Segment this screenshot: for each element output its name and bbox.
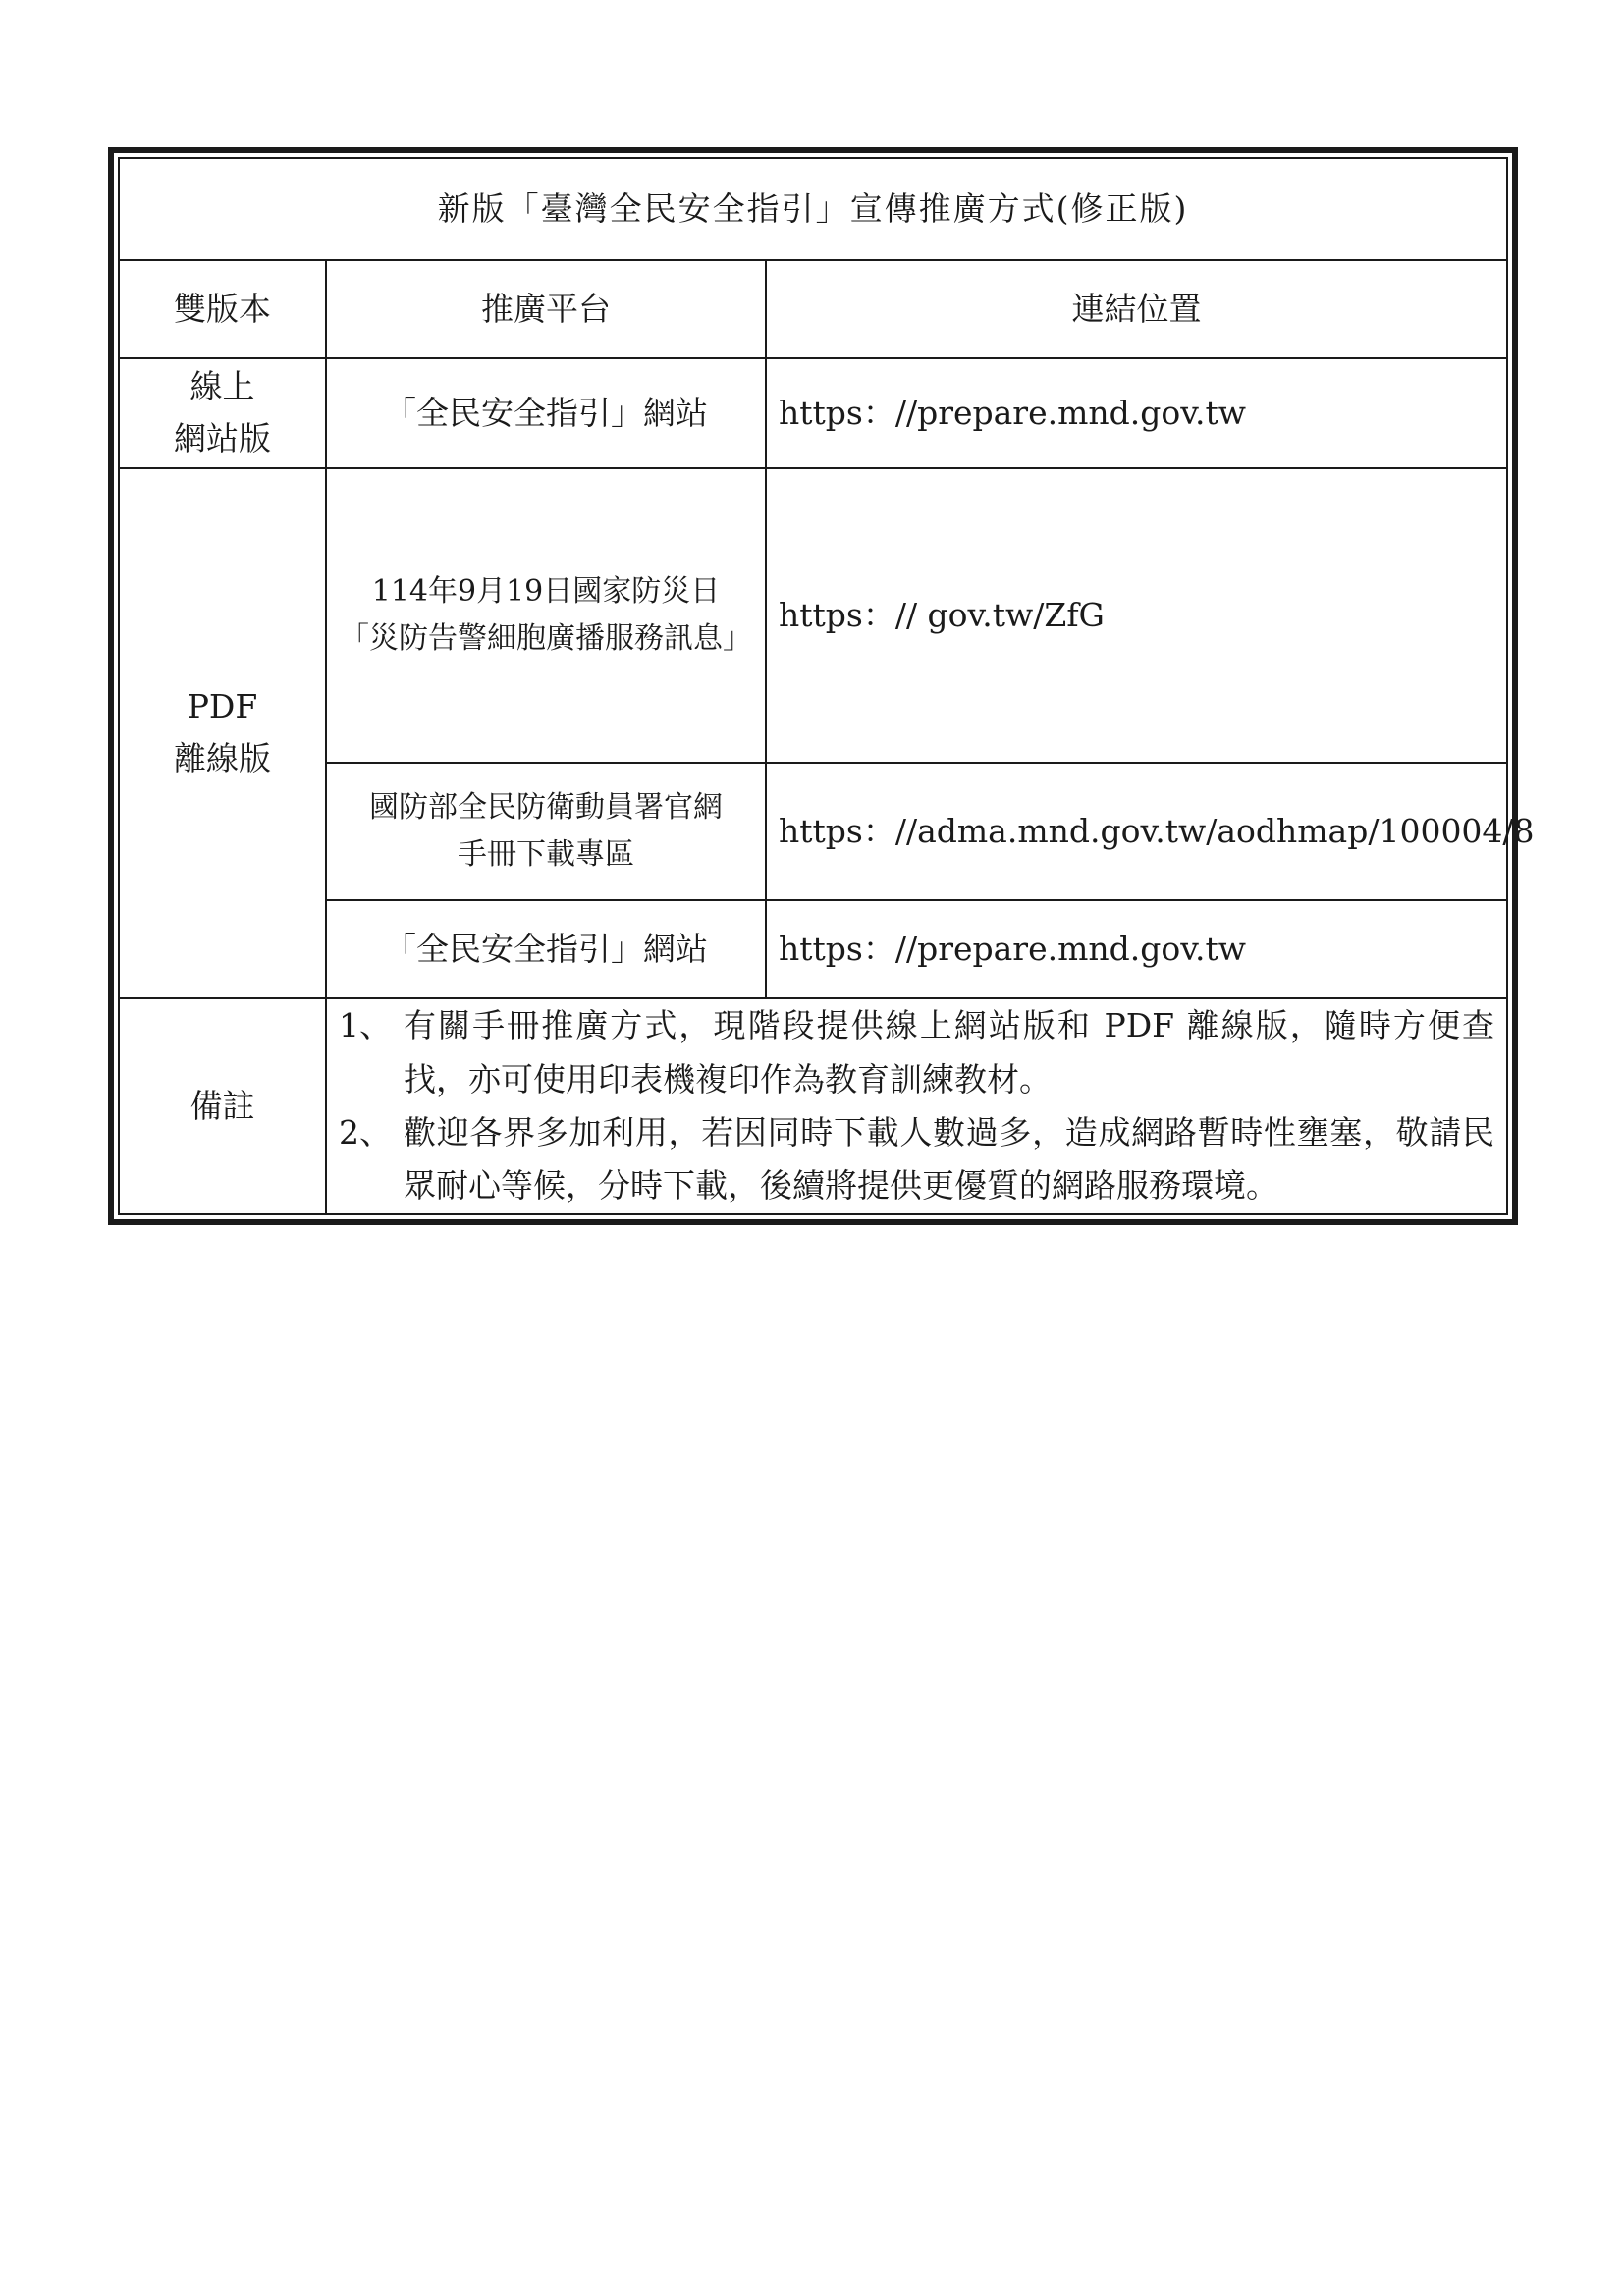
header-platform: 推廣平台 xyxy=(326,260,766,358)
note-item-1 xyxy=(339,999,1494,1106)
document-frame xyxy=(108,147,1535,1225)
pdf-row-1 xyxy=(119,468,1507,763)
note-text-2: 歡迎各界多加利用，若因同時下載人數過多，造成網路暫時性壅塞，敬請民眾耐心等候，分時下載，後續將提供更優質的網路服務環境。 xyxy=(404,1113,1494,1205)
pdf-url-1[interactable]: https：// gov.tw/ZfG xyxy=(766,468,1507,763)
header-version: 雙版本 xyxy=(119,260,326,358)
pdf-platform-3: 「全民安全指引」網站 xyxy=(326,900,766,998)
note-item-2 xyxy=(339,1106,1494,1213)
pdf-url-2[interactable]: https：//adma.mnd.gov.tw/aodhmap/100004/8 xyxy=(766,763,1507,900)
pdf-version-line1: PDF xyxy=(187,687,258,726)
header-link: 連結位置 xyxy=(766,260,1507,358)
notes-row xyxy=(119,998,1507,1214)
note-text-1: 有關手冊推廣方式，現階段提供線上網站版和 PDF 離線版，隨時方便查找，亦可使用印表機複印作為教育訓練教材。 xyxy=(404,1006,1494,1098)
online-url[interactable]: https：//prepare.mnd.gov.tw xyxy=(766,358,1507,468)
pdf-platform-2 xyxy=(326,763,766,900)
online-version-line2: 網站版 xyxy=(174,419,271,457)
notes-list xyxy=(339,999,1494,1213)
pdf-platform-1-line2: 「災防告警細胞廣播服務訊息」 xyxy=(340,621,752,656)
online-version-line1: 線上 xyxy=(189,367,255,406)
online-version-cell xyxy=(119,358,326,468)
notes-content xyxy=(326,998,1507,1214)
title-row xyxy=(119,158,1507,260)
pdf-row-2 xyxy=(119,763,1507,900)
pdf-platform-2-line2: 手冊下載專區 xyxy=(458,837,634,872)
pdf-row-3 xyxy=(119,900,1507,998)
pdf-url-3[interactable]: https：//prepare.mnd.gov.tw xyxy=(766,900,1507,998)
pdf-version-cell xyxy=(119,468,326,998)
note-number-1: 1、 xyxy=(339,1006,392,1045)
promotion-table xyxy=(118,157,1535,1215)
online-platform: 「全民安全指引」網站 xyxy=(326,358,766,468)
notes-label: 備註 xyxy=(119,998,326,1214)
online-row xyxy=(119,358,1507,468)
pdf-version-line2: 離線版 xyxy=(174,739,271,777)
pdf-platform-2-line1: 國防部全民防衛動員署官網 xyxy=(369,790,723,825)
note-number-2: 2、 xyxy=(339,1113,392,1151)
pdf-platform-1-line1: 114年9月19日國家防災日 xyxy=(371,574,721,609)
pdf-platform-1 xyxy=(326,468,766,763)
table-title: 新版「臺灣全民安全指引」宣傳推廣方式(修正版) xyxy=(119,158,1507,260)
header-row xyxy=(119,260,1507,358)
